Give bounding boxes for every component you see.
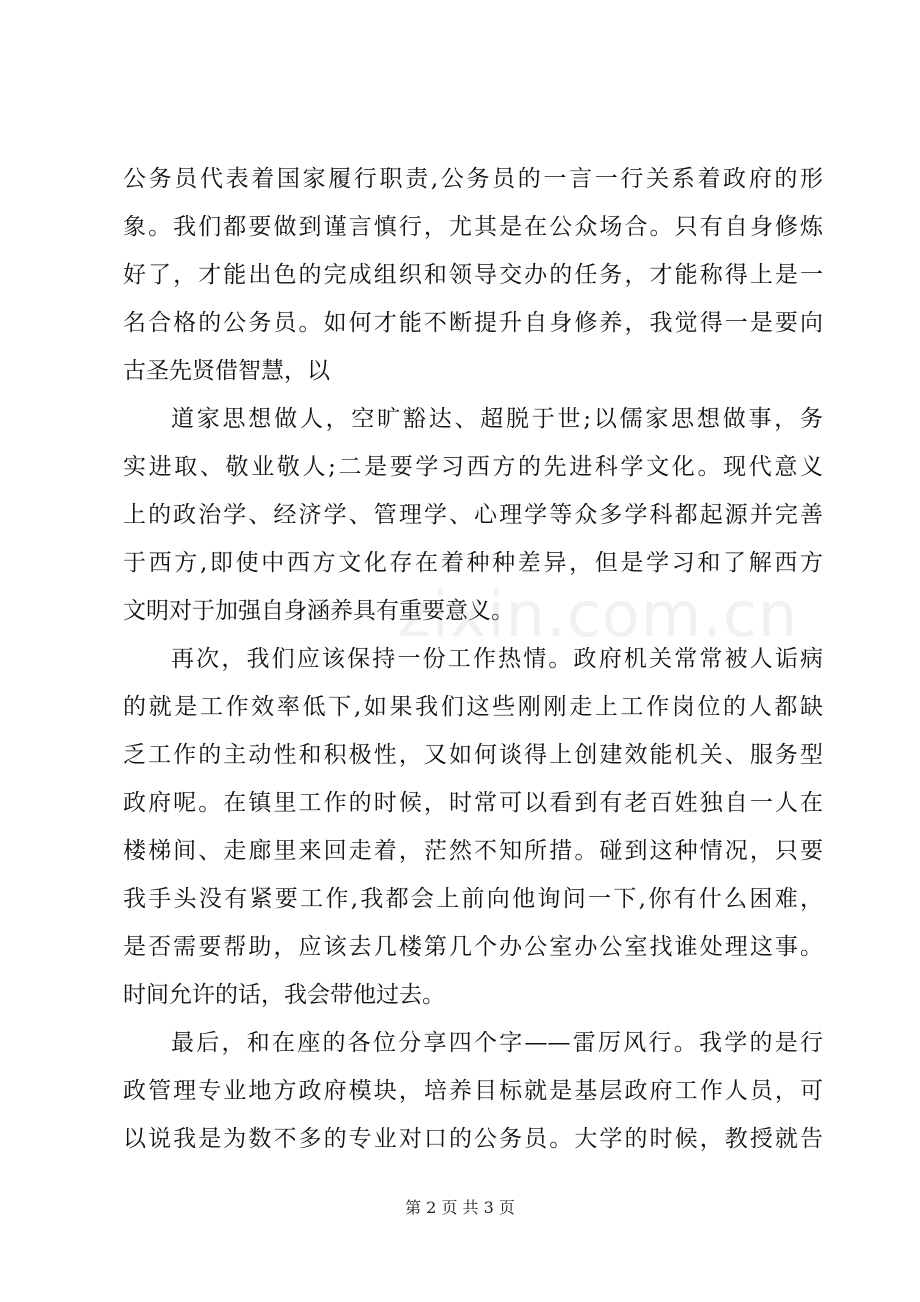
- text-line: 楼梯间、走廊里来回走着，茫然不知所措。碰到这种情况，只要: [123, 838, 823, 864]
- watermark: zixin.com.cn: [398, 578, 799, 651]
- paragraph: [123, 635, 823, 1019]
- text-line: 以说我是为数不多的专业对口的公务员。大学的时候，教授就告: [123, 1126, 823, 1152]
- text-line: 名合格的公务员。如何才能不断提升自身修养，我觉得一是要向: [123, 310, 823, 336]
- text-line: 实进取、敬业敬人;二是要学习西方的先进科学文化。现代意义: [123, 454, 823, 480]
- text-line: 再次，我们应该保持一份工作热情。政府机关常常被人诟病: [171, 646, 823, 672]
- paragraph: [123, 155, 823, 395]
- document-body: [123, 155, 823, 1163]
- text-line: 古圣先贤借智慧，以: [123, 358, 330, 384]
- text-line: 文明对于加强自身涵养具有重要意义。: [123, 598, 514, 624]
- text-line: 象。我们都要做到谨言慎行，尤其是在公众场合。只有自身修炼: [123, 214, 823, 240]
- text-line: 政管理专业地方政府模块，培养目标就是基层政府工作人员，可: [123, 1078, 823, 1104]
- text-line: 的就是工作效率低下,如果我们这些刚刚走上工作岗位的人都缺: [123, 694, 823, 720]
- text-line: 是否需要帮助，应该去几楼第几个办公室办公室找谁处理这事。: [123, 934, 823, 960]
- text-line: 公务员代表着国家履行职责,公务员的一言一行关系着政府的形: [123, 166, 823, 192]
- text-line: 上的政治学、经济学、管理学、心理学等众多学科都起源并完善: [123, 502, 823, 528]
- text-line: 好了，才能出色的完成组织和领导交办的任务，才能称得上是一: [123, 262, 823, 288]
- text-line: 政府呢。在镇里工作的时候，时常可以看到有老百姓独自一人在: [123, 790, 823, 816]
- page-number-footer: 第 2 页 共 3 页: [405, 1198, 515, 1217]
- text-line: 我手头没有紧要工作,我都会上前向他询问一下,你有什么困难，: [123, 886, 823, 912]
- text-line: 道家思想做人，空旷豁达、超脱于世;以儒家思想做事，务: [171, 406, 823, 432]
- paragraph: [123, 1019, 823, 1163]
- text-line: 最后，和在座的各位分享四个字——雷厉风行。我学的是行: [171, 1030, 823, 1056]
- text-line: 乏工作的主动性和积极性，又如何谈得上创建效能机关、服务型: [123, 742, 823, 768]
- text-line: 于西方,即使中西方文化存在着种种差异，但是学习和了解西方: [123, 550, 823, 576]
- text-line: 时间允许的话，我会带他过去。: [123, 982, 445, 1008]
